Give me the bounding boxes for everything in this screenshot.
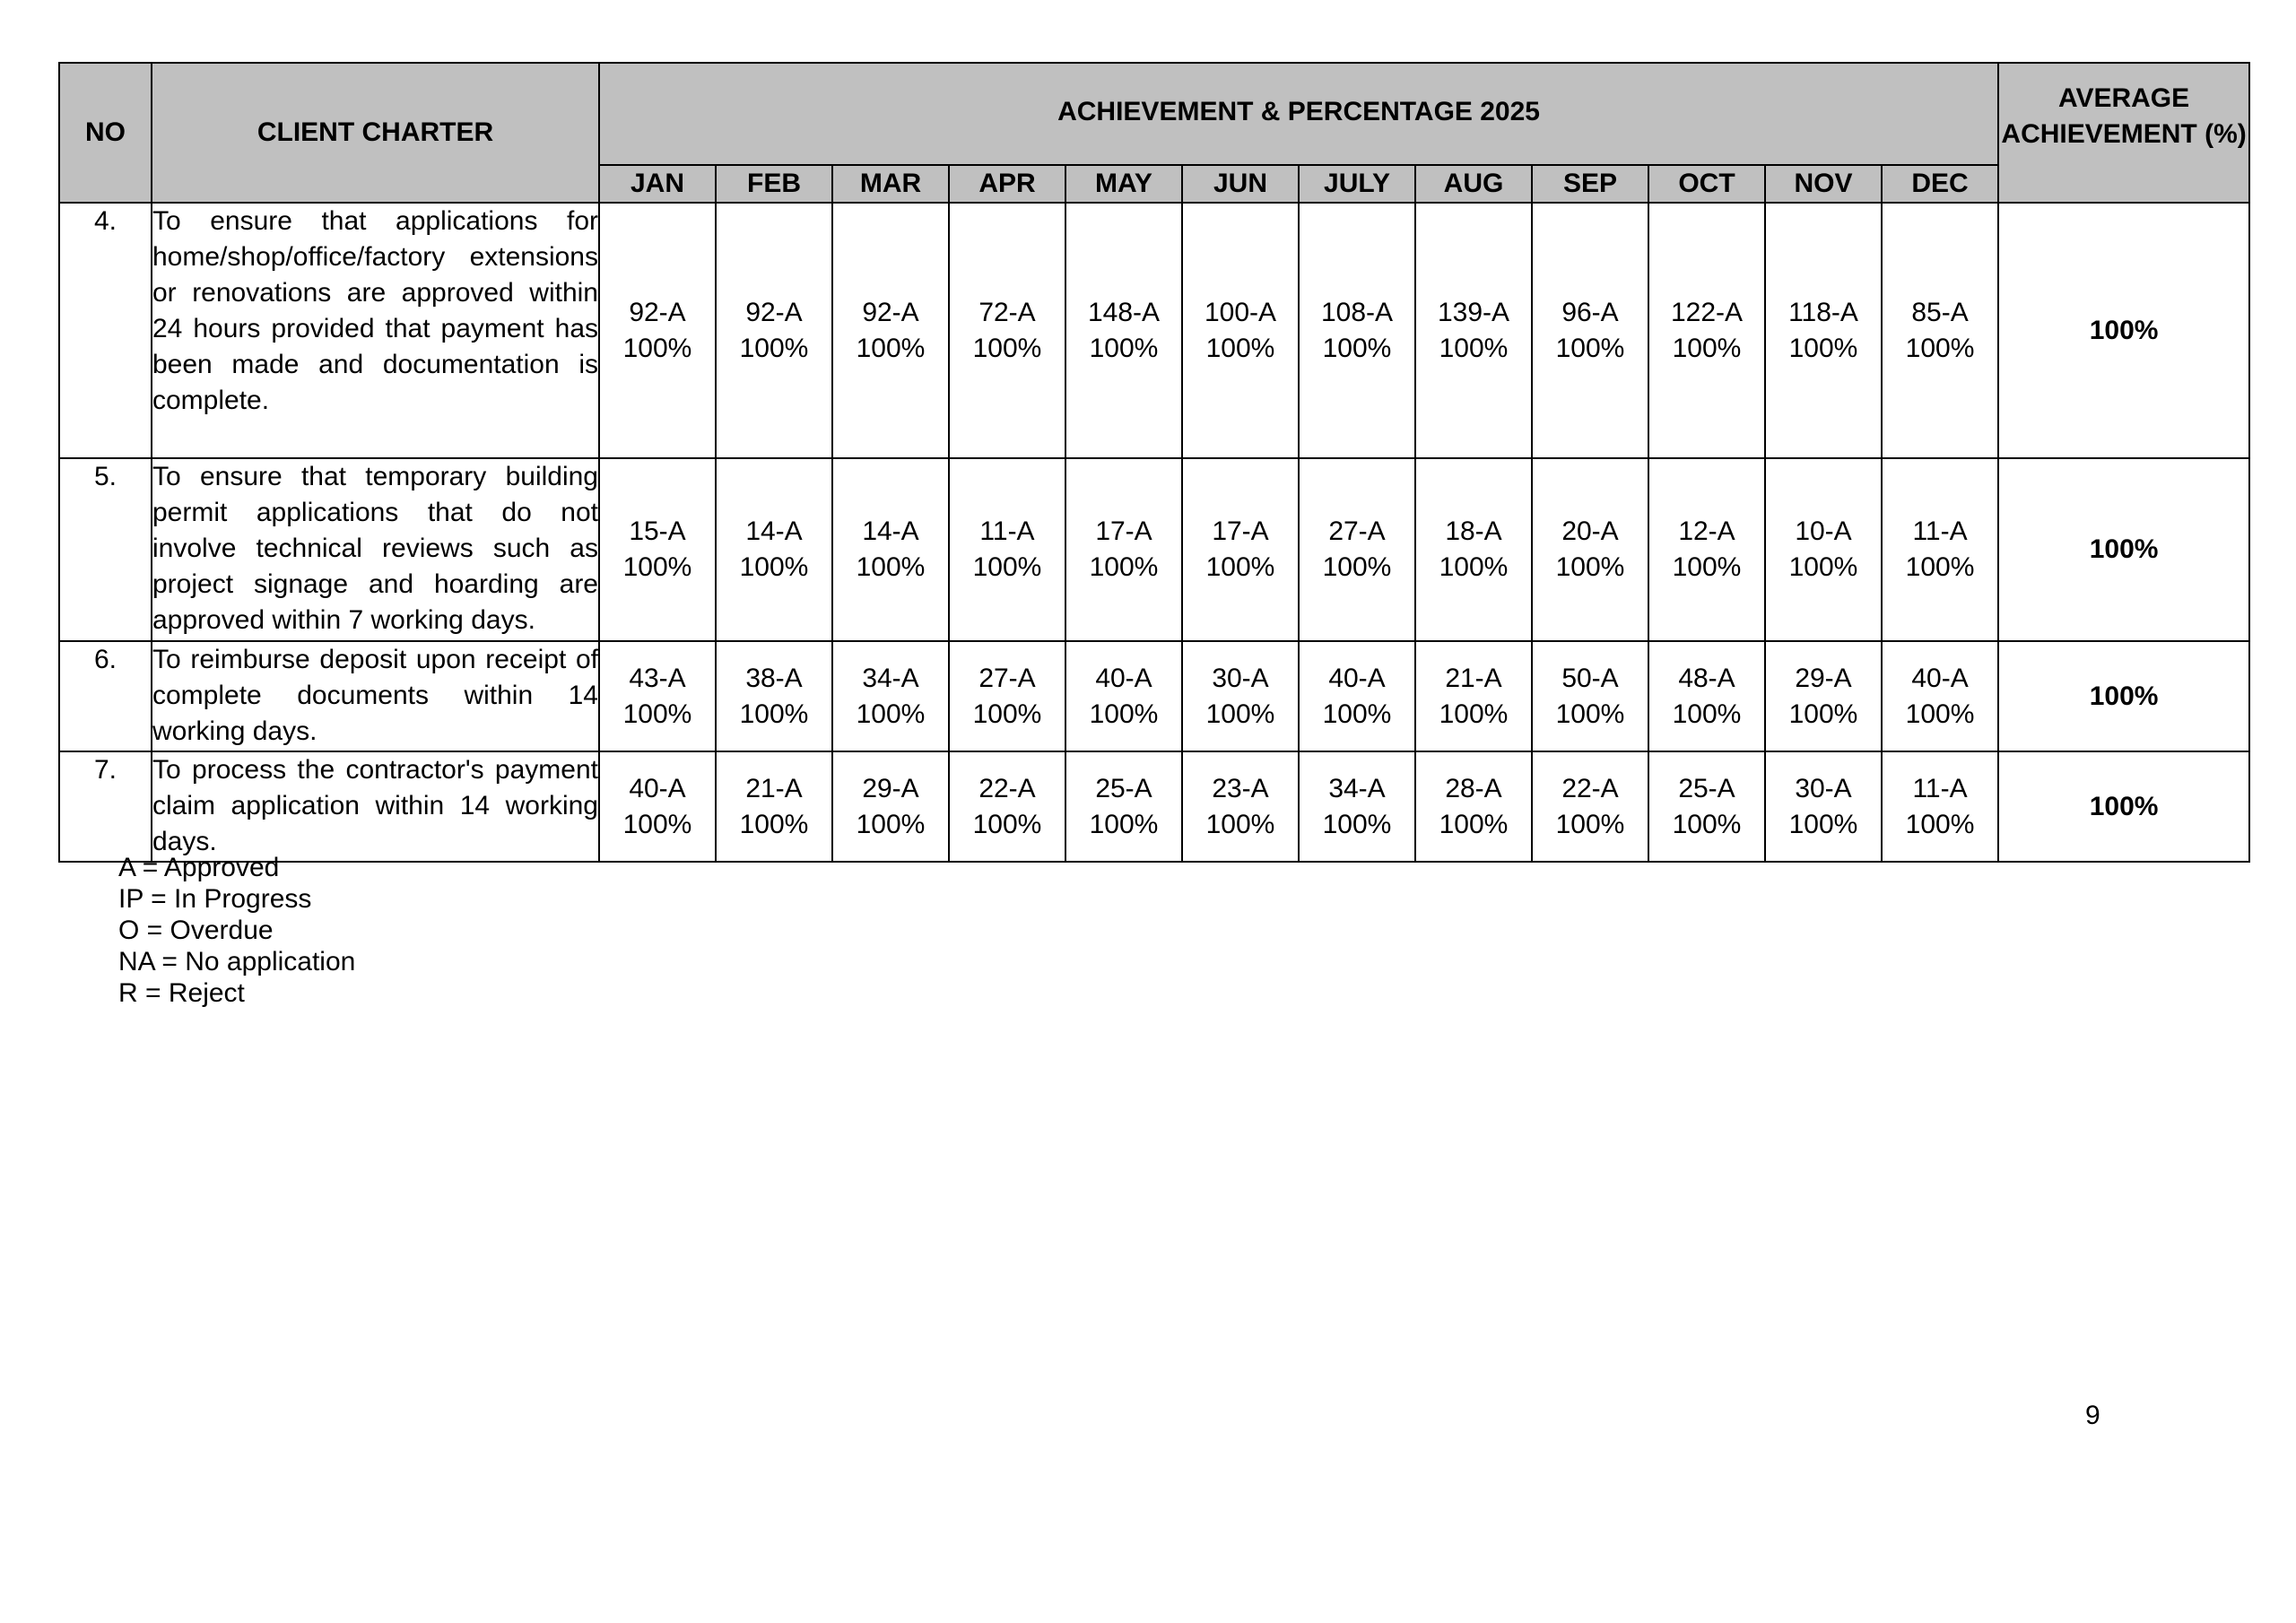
average-achievement: 100% xyxy=(1998,203,2249,458)
month-cell xyxy=(1882,641,1998,751)
approved-count: 17-A xyxy=(1095,516,1152,546)
percentage: 100% xyxy=(1322,333,1392,363)
row-number: 7. xyxy=(59,751,152,862)
month-cell xyxy=(1065,458,1182,641)
month-cell xyxy=(1648,203,1765,458)
percentage: 100% xyxy=(622,552,692,582)
month-cell xyxy=(832,458,949,641)
percentage: 100% xyxy=(1439,809,1509,839)
percentage: 100% xyxy=(622,333,692,363)
percentage: 100% xyxy=(856,809,926,839)
percentage: 100% xyxy=(1439,699,1509,729)
percentage: 100% xyxy=(622,699,692,729)
approved-count: 40-A xyxy=(1095,663,1152,693)
row-number: 6. xyxy=(59,641,152,751)
month-cell xyxy=(1299,458,1415,641)
percentage: 100% xyxy=(1322,809,1392,839)
approved-count: 22-A xyxy=(978,773,1036,803)
approved-count: 92-A xyxy=(629,297,686,327)
month-cell xyxy=(1648,751,1765,862)
approved-count: 12-A xyxy=(1678,516,1735,546)
month-cell xyxy=(832,641,949,751)
row-number: 4. xyxy=(59,203,152,458)
approved-count: 14-A xyxy=(862,516,919,546)
header-month: MAR xyxy=(832,165,949,203)
percentage: 100% xyxy=(1788,699,1858,729)
legend-item: IP = In Progress xyxy=(118,884,312,914)
percentage: 100% xyxy=(1089,699,1159,729)
month-cell xyxy=(949,641,1065,751)
client-charter-text: To process the contractor's payment claim application within 14 working days. xyxy=(152,751,599,862)
month-cell xyxy=(1415,458,1532,641)
percentage: 100% xyxy=(1672,333,1742,363)
percentage: 100% xyxy=(1205,333,1275,363)
approved-count: 30-A xyxy=(1795,773,1852,803)
approved-count: 92-A xyxy=(862,297,919,327)
month-cell xyxy=(1648,641,1765,751)
month-cell xyxy=(949,203,1065,458)
approved-count: 100-A xyxy=(1204,297,1277,327)
header-month: AUG xyxy=(1415,165,1532,203)
approved-count: 11-A xyxy=(1912,773,1968,803)
page-number: 9 xyxy=(2085,1401,2100,1430)
month-cell xyxy=(1299,751,1415,862)
percentage: 100% xyxy=(1788,552,1858,582)
month-cell xyxy=(1882,203,1998,458)
month-cell xyxy=(1532,751,1648,862)
month-cell xyxy=(1882,751,1998,862)
header-month: DEC xyxy=(1882,165,1998,203)
month-cell xyxy=(1065,751,1182,862)
header-no: NO xyxy=(59,63,152,203)
percentage: 100% xyxy=(739,809,809,839)
approved-count: 92-A xyxy=(745,297,803,327)
approved-count: 29-A xyxy=(1795,663,1852,693)
percentage: 100% xyxy=(1089,552,1159,582)
client-charter-table xyxy=(58,62,2250,863)
approved-count: 27-A xyxy=(1328,516,1386,546)
month-cell xyxy=(1182,203,1299,458)
legend-item: R = Reject xyxy=(118,978,245,1008)
approved-count: 22-A xyxy=(1561,773,1619,803)
approved-count: 17-A xyxy=(1212,516,1269,546)
month-cell xyxy=(1415,203,1532,458)
approved-count: 50-A xyxy=(1561,663,1619,693)
month-cell xyxy=(1415,641,1532,751)
average-achievement: 100% xyxy=(1998,751,2249,862)
approved-count: 18-A xyxy=(1445,516,1502,546)
month-cell xyxy=(1532,641,1648,751)
approved-count: 27-A xyxy=(978,663,1036,693)
approved-count: 23-A xyxy=(1212,773,1269,803)
month-cell xyxy=(1532,458,1648,641)
approved-count: 15-A xyxy=(629,516,686,546)
month-cell xyxy=(716,458,832,641)
table-header xyxy=(59,63,2249,203)
legend xyxy=(118,852,355,1009)
header-month: APR xyxy=(949,165,1065,203)
approved-count: 118-A xyxy=(1788,297,1858,327)
client-charter-text: To ensure that applications for home/shop/office/factory extensions or renovations are approved within 24 hours provided that payment has been made and documentation is complete. xyxy=(152,203,599,458)
month-cell xyxy=(716,203,832,458)
header-month: FEB xyxy=(716,165,832,203)
approved-count: 25-A xyxy=(1095,773,1152,803)
percentage: 100% xyxy=(1905,699,1975,729)
approved-count: 28-A xyxy=(1445,773,1502,803)
percentage: 100% xyxy=(1555,333,1625,363)
month-cell xyxy=(1299,641,1415,751)
percentage: 100% xyxy=(972,333,1042,363)
row-number: 5. xyxy=(59,458,152,641)
percentage: 100% xyxy=(1205,809,1275,839)
month-cell xyxy=(599,203,716,458)
approved-count: 48-A xyxy=(1678,663,1735,693)
percentage: 100% xyxy=(1555,809,1625,839)
approved-count: 139-A xyxy=(1437,297,1510,327)
percentage: 100% xyxy=(1672,552,1742,582)
month-cell xyxy=(1532,203,1648,458)
month-cell xyxy=(832,203,949,458)
month-cell xyxy=(599,641,716,751)
percentage: 100% xyxy=(1905,809,1975,839)
percentage: 100% xyxy=(1788,809,1858,839)
month-cell xyxy=(832,751,949,862)
approved-count: 72-A xyxy=(978,297,1036,327)
month-cell xyxy=(1765,458,1882,641)
month-cell xyxy=(949,751,1065,862)
header-month: MAY xyxy=(1065,165,1182,203)
header-client-charter: CLIENT CHARTER xyxy=(152,63,599,203)
header-month: JUN xyxy=(1182,165,1299,203)
average-achievement: 100% xyxy=(1998,641,2249,751)
approved-count: 10-A xyxy=(1795,516,1852,546)
month-cell xyxy=(949,458,1065,641)
percentage: 100% xyxy=(1788,333,1858,363)
percentage: 100% xyxy=(1555,699,1625,729)
month-cell xyxy=(1182,458,1299,641)
month-cell xyxy=(599,458,716,641)
average-achievement: 100% xyxy=(1998,458,2249,641)
percentage: 100% xyxy=(622,809,692,839)
approved-count: 148-A xyxy=(1087,297,1161,327)
legend-item: NA = No application xyxy=(118,947,356,976)
month-cell xyxy=(716,751,832,862)
approved-count: 11-A xyxy=(979,516,1035,546)
header-month: JAN xyxy=(599,165,716,203)
table-body xyxy=(59,203,2249,862)
approved-count: 40-A xyxy=(1911,663,1969,693)
percentage: 100% xyxy=(1089,809,1159,839)
percentage: 100% xyxy=(1205,699,1275,729)
month-cell xyxy=(1182,751,1299,862)
legend-item: A = Approved xyxy=(118,853,280,882)
header-average-achievement: AVERAGE ACHIEVEMENT (%) xyxy=(1998,63,2249,203)
client-charter-text: To reimburse deposit upon receipt of complete documents within 14 working days. xyxy=(152,641,599,751)
header-month: SEP xyxy=(1532,165,1648,203)
percentage: 100% xyxy=(1322,699,1392,729)
percentage: 100% xyxy=(1555,552,1625,582)
table-row xyxy=(59,203,2249,458)
client-charter-text: To ensure that temporary building permit applications that do not involve technical reviews such as project signage and hoarding are approved within 7 working days. xyxy=(152,458,599,641)
percentage: 100% xyxy=(1205,552,1275,582)
table-row xyxy=(59,641,2249,751)
month-cell xyxy=(599,751,716,862)
header-month: NOV xyxy=(1765,165,1882,203)
table-row xyxy=(59,751,2249,862)
month-cell xyxy=(1765,751,1882,862)
percentage: 100% xyxy=(1322,552,1392,582)
percentage: 100% xyxy=(972,552,1042,582)
percentage: 100% xyxy=(1905,552,1975,582)
percentage: 100% xyxy=(1439,552,1509,582)
approved-count: 14-A xyxy=(745,516,803,546)
header-achievement: ACHIEVEMENT & PERCENTAGE 2025 xyxy=(599,63,1998,165)
percentage: 100% xyxy=(1089,333,1159,363)
percentage: 100% xyxy=(1672,809,1742,839)
month-cell xyxy=(1065,641,1182,751)
month-cell xyxy=(1648,458,1765,641)
approved-count: 40-A xyxy=(1328,663,1386,693)
approved-count: 38-A xyxy=(745,663,803,693)
percentage: 100% xyxy=(972,809,1042,839)
approved-count: 122-A xyxy=(1670,297,1744,327)
percentage: 100% xyxy=(972,699,1042,729)
percentage: 100% xyxy=(1672,699,1742,729)
percentage: 100% xyxy=(1905,333,1975,363)
approved-count: 34-A xyxy=(862,663,919,693)
approved-count: 85-A xyxy=(1911,297,1969,327)
approved-count: 108-A xyxy=(1320,297,1394,327)
month-cell xyxy=(1765,203,1882,458)
percentage: 100% xyxy=(856,699,926,729)
approved-count: 43-A xyxy=(629,663,686,693)
month-cell xyxy=(1182,641,1299,751)
month-cell xyxy=(1882,458,1998,641)
month-cell xyxy=(716,641,832,751)
legend-item: O = Overdue xyxy=(118,916,274,945)
approved-count: 20-A xyxy=(1561,516,1619,546)
month-cell xyxy=(1415,751,1532,862)
approved-count: 96-A xyxy=(1561,297,1619,327)
table-row xyxy=(59,458,2249,641)
approved-count: 34-A xyxy=(1328,773,1386,803)
month-cell xyxy=(1065,203,1182,458)
percentage: 100% xyxy=(1439,333,1509,363)
percentage: 100% xyxy=(856,552,926,582)
month-cell xyxy=(1765,641,1882,751)
percentage: 100% xyxy=(739,552,809,582)
header-month: OCT xyxy=(1648,165,1765,203)
percentage: 100% xyxy=(739,699,809,729)
approved-count: 30-A xyxy=(1212,663,1269,693)
approved-count: 25-A xyxy=(1678,773,1735,803)
approved-count: 21-A xyxy=(745,773,803,803)
header-month: JULY xyxy=(1299,165,1415,203)
approved-count: 21-A xyxy=(1445,663,1502,693)
approved-count: 11-A xyxy=(1912,516,1968,546)
month-cell xyxy=(1299,203,1415,458)
percentage: 100% xyxy=(856,333,926,363)
percentage: 100% xyxy=(739,333,809,363)
approved-count: 29-A xyxy=(862,773,919,803)
approved-count: 40-A xyxy=(629,773,686,803)
